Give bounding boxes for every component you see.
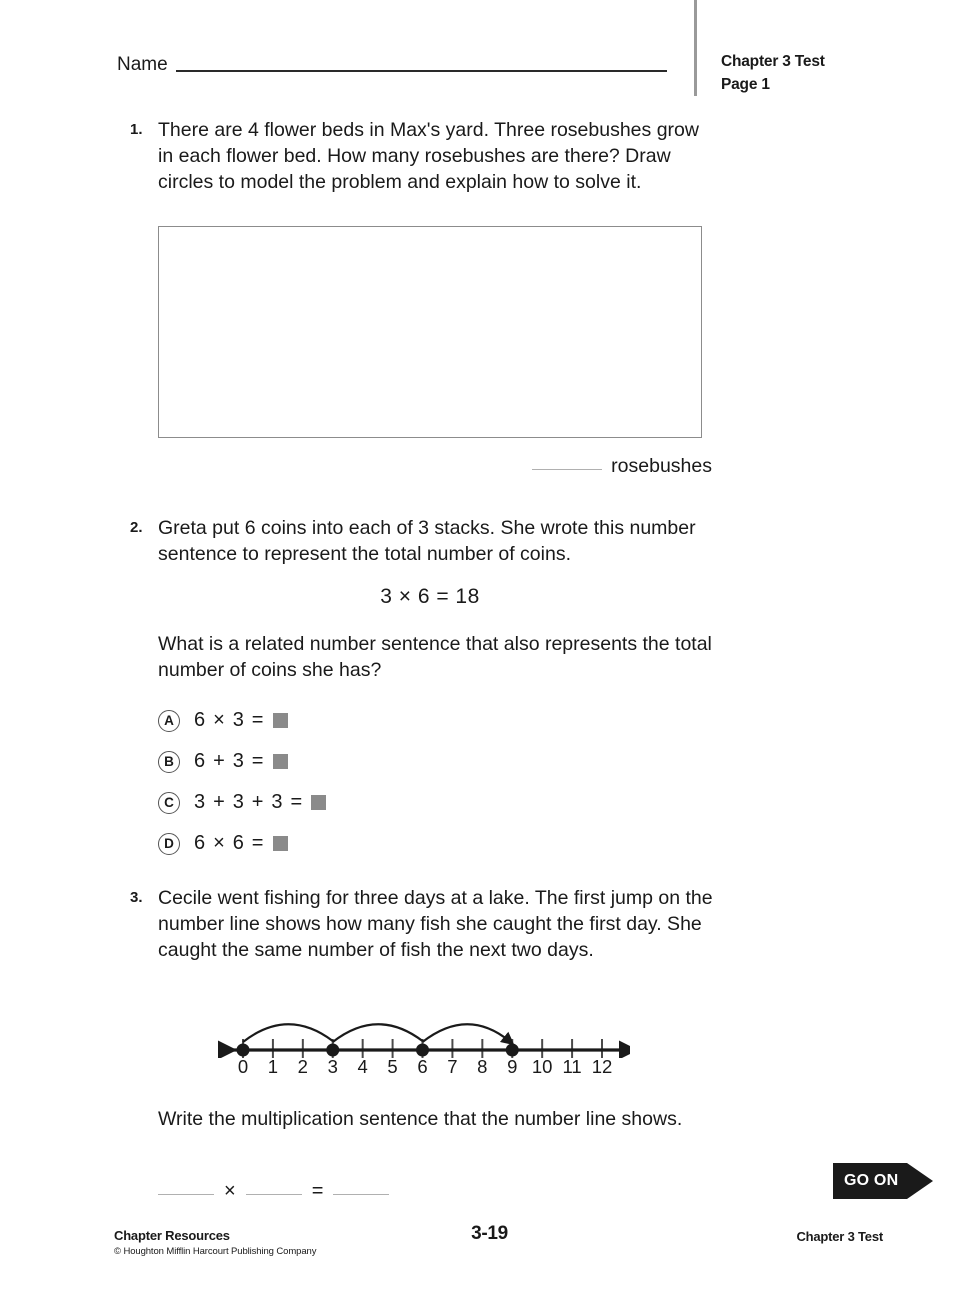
question-3 [130, 885, 730, 963]
question-3-times-symbol: × [224, 1180, 236, 1202]
choice-bubble-a[interactable]: A [158, 710, 180, 732]
choice-expression-c: 3 + 3 + 3 = [194, 791, 304, 813]
question-3-equals-symbol: = [311, 1180, 324, 1202]
name-field-row [117, 54, 667, 76]
number-line-label-2: 2 [297, 1056, 308, 1077]
question-1-number: 1. [130, 121, 143, 138]
number-line-tick-labels [215, 1056, 630, 1082]
answer-square-icon [311, 795, 326, 810]
choice-bubble-b[interactable]: B [158, 751, 180, 773]
number-line-label-12: 12 [591, 1056, 613, 1077]
footer-copyright: © Houghton Mifflin Harcourt Publishing Company [114, 1246, 317, 1257]
choice-option-c[interactable] [158, 782, 578, 823]
question-2-choices [158, 700, 578, 864]
number-line-label-6: 6 [417, 1056, 428, 1077]
question-1-answer-line [500, 455, 712, 478]
question-3-text: Cecile went fishing for three days at a lake. The first jump on the number line shows how many fish she caught the first day. She caught the same number of fish the next two days. [158, 887, 713, 961]
header-test-title: Chapter 3 Test [721, 53, 825, 70]
question-3-answer-sentence [158, 1180, 389, 1203]
go-on-label: GO ON [833, 1163, 907, 1199]
number-line-label-10: 10 [531, 1056, 553, 1077]
choice-expression-d: 6 × 6 = [194, 832, 265, 854]
number-line-label-3: 3 [327, 1056, 338, 1077]
number-line-label-11: 11 [562, 1056, 582, 1077]
number-line-label-0: 0 [237, 1056, 249, 1077]
number-line-label-1: 1 [267, 1056, 279, 1077]
footer-test-title: Chapter 3 Test [796, 1229, 883, 1244]
choice-option-a[interactable] [158, 700, 578, 741]
question-1-answer-blank[interactable] [532, 469, 602, 470]
question-3-followup-text: Write the multiplication sentence that the number line shows. [158, 1108, 683, 1130]
question-3-product-blank[interactable] [333, 1194, 389, 1195]
question-3-factor1-blank[interactable] [158, 1194, 214, 1195]
number-line-label-4: 4 [357, 1056, 368, 1077]
footer-page-number: 3-19 [471, 1223, 508, 1244]
name-write-in-line[interactable] [176, 70, 667, 72]
question-2-equation: 3 × 6 = 18 [380, 585, 480, 608]
number-line-label-5: 5 [387, 1056, 398, 1077]
choice-text-b [194, 750, 288, 773]
question-3-number: 3. [130, 889, 143, 906]
number-line-label-7: 7 [447, 1056, 458, 1077]
number-line-svg [215, 1002, 630, 1058]
choice-bubble-c[interactable]: C [158, 792, 180, 814]
footer-chapter-resources: Chapter Resources [114, 1228, 230, 1243]
number-line-label-9: 9 [507, 1056, 518, 1077]
choice-expression-b: 6 + 3 = [194, 750, 265, 772]
answer-square-icon [273, 836, 288, 851]
choice-option-b[interactable] [158, 741, 578, 782]
name-label: Name [117, 54, 168, 75]
question-1-work-area[interactable] [158, 226, 702, 438]
question-2-followup-text: What is a related number sentence that also represents the total number of coins she has? [158, 633, 712, 681]
number-line-diagram [215, 1002, 630, 1088]
question-2-text: Greta put 6 coins into each of 3 stacks. She wrote this number sentence to represent the total number of coins. [158, 517, 696, 565]
question-1 [130, 117, 730, 195]
answer-square-icon [273, 754, 288, 769]
header-test-info [721, 50, 825, 96]
choice-option-d[interactable] [158, 823, 578, 864]
choice-text-c [194, 791, 326, 814]
arrow-right-icon [907, 1163, 933, 1199]
choice-text-d [194, 832, 288, 855]
question-2 [130, 515, 730, 567]
number-line-label-8: 8 [477, 1056, 488, 1077]
go-on-arrow[interactable] [833, 1163, 933, 1199]
question-1-text: There are 4 flower beds in Max's yard. Three rosebushes grow in each flower bed. How many rosebushes are there? Draw circles to model the problem and explain how to solve it. [158, 119, 699, 193]
choice-text-a [194, 709, 288, 732]
answer-square-icon [273, 713, 288, 728]
choice-expression-a: 6 × 3 = [194, 709, 265, 731]
question-1-answer-unit: rosebushes [611, 455, 712, 477]
header-page-label: Page 1 [721, 76, 770, 93]
question-3-factor2-blank[interactable] [246, 1194, 302, 1195]
question-2-number: 2. [130, 519, 143, 536]
header-divider-rule [694, 0, 697, 96]
choice-bubble-d[interactable]: D [158, 833, 180, 855]
